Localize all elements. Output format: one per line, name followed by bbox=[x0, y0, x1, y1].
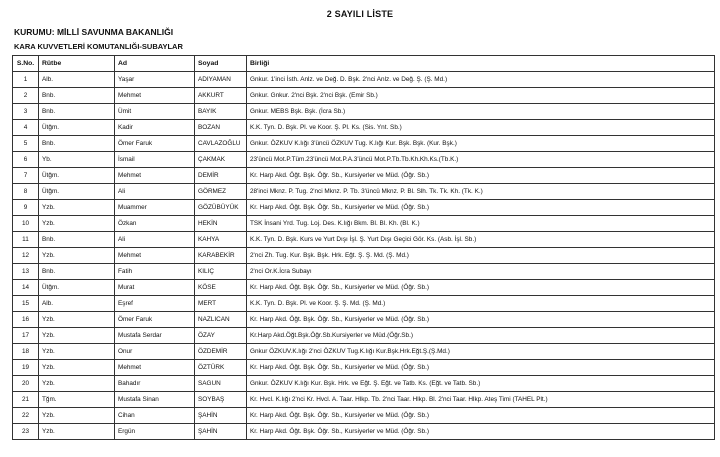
name-cell: Ergün bbox=[115, 424, 195, 440]
surname-cell: AKKURT bbox=[195, 88, 247, 104]
row-number: 3 bbox=[13, 104, 39, 120]
table-row bbox=[13, 200, 715, 216]
surname-cell: ÇAKMAK bbox=[195, 152, 247, 168]
surname-cell: SOYBAŞ bbox=[195, 392, 247, 408]
unit-cell: Kr. Harp Akd. Öğt. Bşk. Öğr. Sb., Kursiyerler ve Müd. (Öğr. Sb.) bbox=[247, 200, 715, 216]
name-cell: Bahadır bbox=[115, 376, 195, 392]
table-row bbox=[13, 232, 715, 248]
row-number: 22 bbox=[13, 408, 39, 424]
name-cell: Mehmet bbox=[115, 248, 195, 264]
row-number: 10 bbox=[13, 216, 39, 232]
unit-cell: Gnkur. ÖZKUV K.lığı 3'üncü ÖZKUV Tug. K.lığı Kur. Bşk. Bşk. (Kur. Bşk.) bbox=[247, 136, 715, 152]
rank-cell: Yzb. bbox=[39, 216, 115, 232]
row-number: 21 bbox=[13, 392, 39, 408]
column-header-surname: Soyad bbox=[195, 56, 247, 72]
table-row bbox=[13, 328, 715, 344]
surname-cell: KAHYA bbox=[195, 232, 247, 248]
rank-cell: Bnb. bbox=[39, 136, 115, 152]
table-row bbox=[13, 216, 715, 232]
table-row bbox=[13, 120, 715, 136]
name-cell: Kadir bbox=[115, 120, 195, 136]
table-row bbox=[13, 184, 715, 200]
institution-heading: KURUMU: MİLLİ SAVUNMA BAKANLIĞI bbox=[14, 27, 174, 37]
row-number: 14 bbox=[13, 280, 39, 296]
rank-cell: Bnb. bbox=[39, 232, 115, 248]
rank-cell: Yzb. bbox=[39, 424, 115, 440]
name-cell: Eşref bbox=[115, 296, 195, 312]
name-cell: İsmail bbox=[115, 152, 195, 168]
unit-cell: TSK İnsani Yrd. Tug. Loj. Des. K.lığı Bkm. Bl. Bl. Kh. (Bl. K.) bbox=[247, 216, 715, 232]
unit-cell: 2'nci Zh. Tug. Kur. Bşk. Bşk. Hrk. Eğt. Ş. Ş. Md. (Ş. Md.) bbox=[247, 248, 715, 264]
rank-cell: Bnb. bbox=[39, 88, 115, 104]
surname-cell: BOZAN bbox=[195, 120, 247, 136]
rank-cell: Yzb. bbox=[39, 328, 115, 344]
list-title: 2 SAYILI LİSTE bbox=[326, 9, 394, 19]
column-header-name: Ad bbox=[115, 56, 195, 72]
rank-cell: Yzb. bbox=[39, 376, 115, 392]
surname-cell: NAZLICAN bbox=[195, 312, 247, 328]
row-number: 4 bbox=[13, 120, 39, 136]
unit-cell: Gnkur. MEBS Bşk. Bşk. (İcra Sb.) bbox=[247, 104, 715, 120]
name-cell: Mustafa Sinan bbox=[115, 392, 195, 408]
table-row bbox=[13, 248, 715, 264]
surname-cell: ŞAHİN bbox=[195, 424, 247, 440]
rank-cell: Tğm. bbox=[39, 392, 115, 408]
row-number: 18 bbox=[13, 344, 39, 360]
row-number: 8 bbox=[13, 184, 39, 200]
unit-cell: 28'inci Mknz. P. Tug. 2'nci Mknz. P. Tb. 3'üncü Mknz. P. Bl. Slh. Tk. Tk. Kh. (Tk. K.) bbox=[247, 184, 715, 200]
name-cell: Ümit bbox=[115, 104, 195, 120]
surname-cell: KÖSE bbox=[195, 280, 247, 296]
unit-cell: Kr. Harp Akd. Öğt. Bşk. Öğr. Sb., Kursiyerler ve Müd. (Öğr. Sb.) bbox=[247, 360, 715, 376]
name-cell: Murat bbox=[115, 280, 195, 296]
surname-cell: MERT bbox=[195, 296, 247, 312]
surname-cell: ADIYAMAN bbox=[195, 72, 247, 88]
name-cell: Ali bbox=[115, 184, 195, 200]
unit-cell: Kr. Harp Akd. Öğt. Bşk. Öğr. Sb., Kursiyerler ve Müd. (Öğr. Sb.) bbox=[247, 168, 715, 184]
unit-cell: Gnkur. ÖZKUV K.lığı Kur. Bşk. Hrk. ve Eğt. Ş. Eğt. ve Tatb. Ks. (Eğt. ve Tatb. Sb.) bbox=[247, 376, 715, 392]
rank-cell: Ütğm. bbox=[39, 120, 115, 136]
table-row bbox=[13, 392, 715, 408]
surname-cell: BAYIK bbox=[195, 104, 247, 120]
unit-cell: K.K. Tyn. D. Bşk. Pl. ve Koor. Ş. Pl. Ks. (Sis. Ynt. Sb.) bbox=[247, 120, 715, 136]
row-number: 12 bbox=[13, 248, 39, 264]
table-row bbox=[13, 424, 715, 440]
row-number: 13 bbox=[13, 264, 39, 280]
unit-cell: 23'üncü Mot.P.Tüm.23'üncü Mot.P.A.3'üncü Mot.P.Tb.Tb.Kh.Kh.Ks.(Tb.K.) bbox=[247, 152, 715, 168]
surname-cell: DEMİR bbox=[195, 168, 247, 184]
surname-cell: HEKİN bbox=[195, 216, 247, 232]
rank-cell: Alb. bbox=[39, 72, 115, 88]
row-number: 2 bbox=[13, 88, 39, 104]
unit-cell: Gnkur. 1'inci İsth. Anlz. ve Değ. D. Bşk. 2'nci Anlz. ve Değ. Ş. (Ş. Md.) bbox=[247, 72, 715, 88]
column-header-sno: S.No. bbox=[13, 56, 39, 72]
rank-cell: Yzb. bbox=[39, 200, 115, 216]
rank-cell: Yzb. bbox=[39, 344, 115, 360]
name-cell: Mehmet bbox=[115, 88, 195, 104]
row-number: 20 bbox=[13, 376, 39, 392]
surname-cell: ÖZAY bbox=[195, 328, 247, 344]
table-row bbox=[13, 104, 715, 120]
unit-cell: Kr. Hvcl. K.lığı 2'nci Kr. Hvcl. A. Taar. Hlkp. Tb. 2'nci Taar. Hlkp. Bl. 2'nci Taar. Hlkp. Ateş Timi (TAHEL Plt.) bbox=[247, 392, 715, 408]
row-number: 9 bbox=[13, 200, 39, 216]
name-cell: Yaşar bbox=[115, 72, 195, 88]
name-cell: Ali bbox=[115, 232, 195, 248]
unit-cell: Gnkur ÖZKUV.K.lığı 2'nci ÖZKUV Tug.K.lığı Kur.Bşk.Hrk.Eğt.Ş.(Ş.Md.) bbox=[247, 344, 715, 360]
name-cell: Mustafa Serdar bbox=[115, 328, 195, 344]
row-number: 7 bbox=[13, 168, 39, 184]
row-number: 16 bbox=[13, 312, 39, 328]
surname-cell: GÖRMEZ bbox=[195, 184, 247, 200]
personnel-table bbox=[12, 55, 715, 440]
surname-cell: ÖZTÜRK bbox=[195, 360, 247, 376]
rank-cell: Alb. bbox=[39, 296, 115, 312]
unit-cell: Kr. Harp Akd. Öğt. Bşk. Öğr. Sb., Kursiyerler ve Müd. (Öğr. Sb.) bbox=[247, 408, 715, 424]
table-row bbox=[13, 72, 715, 88]
table-row bbox=[13, 264, 715, 280]
table-row bbox=[13, 296, 715, 312]
unit-cell: Gnkur. Gnkur. 2'nci Bşk. 2'nci Bşk. (Emir Sb.) bbox=[247, 88, 715, 104]
table-header-row bbox=[13, 56, 715, 72]
column-header-rank: Rütbe bbox=[39, 56, 115, 72]
surname-cell: ÖZDEMİR bbox=[195, 344, 247, 360]
row-number: 23 bbox=[13, 424, 39, 440]
unit-cell: K.K. Tyn. D. Bşk. Kurs ve Yurt Dışı İşl. Ş. Yurt Dışı Geçici Gör. Ks. (Asb. İşl. Sb.) bbox=[247, 232, 715, 248]
table-row bbox=[13, 88, 715, 104]
row-number: 15 bbox=[13, 296, 39, 312]
rank-cell: Bnb. bbox=[39, 264, 115, 280]
surname-cell: KARABEKİR bbox=[195, 248, 247, 264]
rank-cell: Bnb. bbox=[39, 104, 115, 120]
name-cell: Özkan bbox=[115, 216, 195, 232]
rank-cell: Ütğm. bbox=[39, 280, 115, 296]
rank-cell: Yb. bbox=[39, 152, 115, 168]
column-header-unit: Birliği bbox=[247, 56, 715, 72]
surname-cell: KILIÇ bbox=[195, 264, 247, 280]
rank-cell: Yzb. bbox=[39, 408, 115, 424]
row-number: 11 bbox=[13, 232, 39, 248]
unit-cell: Kr. Harp Akd. Öğt. Bşk. Öğr. Sb., Kursiyerler ve Müd. (Öğr. Sb.) bbox=[247, 280, 715, 296]
name-cell: Mehmet bbox=[115, 168, 195, 184]
unit-cell: K.K. Tyn. D. Bşk. Pl. ve Koor. Ş. Ş. Md. (Ş. Md.) bbox=[247, 296, 715, 312]
rank-cell: Yzb. bbox=[39, 248, 115, 264]
row-number: 19 bbox=[13, 360, 39, 376]
surname-cell: CAVLAZOĞLU bbox=[195, 136, 247, 152]
name-cell: Cihan bbox=[115, 408, 195, 424]
table-row bbox=[13, 152, 715, 168]
table-row bbox=[13, 280, 715, 296]
table-row bbox=[13, 344, 715, 360]
table-row bbox=[13, 168, 715, 184]
rank-cell: Yzb. bbox=[39, 360, 115, 376]
name-cell: Mehmet bbox=[115, 360, 195, 376]
unit-cell: 2'nci Or.K.İcra Subayı bbox=[247, 264, 715, 280]
row-number: 6 bbox=[13, 152, 39, 168]
row-number: 5 bbox=[13, 136, 39, 152]
table-row bbox=[13, 136, 715, 152]
surname-cell: GÖZÜBÜYÜK bbox=[195, 200, 247, 216]
name-cell: Fatih bbox=[115, 264, 195, 280]
unit-cell: Kr. Harp Akd. Öğt. Bşk. Öğr. Sb., Kursiyerler ve Müd. (Öğr. Sb.) bbox=[247, 312, 715, 328]
surname-cell: SAGUN bbox=[195, 376, 247, 392]
rank-cell: Yzb. bbox=[39, 312, 115, 328]
name-cell: Ömer Faruk bbox=[115, 136, 195, 152]
row-number: 17 bbox=[13, 328, 39, 344]
table-row bbox=[13, 376, 715, 392]
rank-cell: Ütğm. bbox=[39, 184, 115, 200]
row-number: 1 bbox=[13, 72, 39, 88]
name-cell: Muammer bbox=[115, 200, 195, 216]
table-row bbox=[13, 408, 715, 424]
unit-cell: Kr.Harp Akd.Öğt.Bşk.Öğr.Sb.Kursiyerler ve Müd.(Öğr.Sb.) bbox=[247, 328, 715, 344]
surname-cell: ŞAHİN bbox=[195, 408, 247, 424]
table-body bbox=[13, 72, 715, 440]
unit-cell: Kr. Harp Akd. Öğt. Bşk. Öğr. Sb., Kursiyerler ve Müd. (Öğr. Sb.) bbox=[247, 424, 715, 440]
name-cell: Ömer Faruk bbox=[115, 312, 195, 328]
table-row bbox=[13, 312, 715, 328]
name-cell: Onur bbox=[115, 344, 195, 360]
command-heading: KARA KUVVETLERİ KOMUTANLIĞI-SUBAYLAR bbox=[14, 42, 183, 51]
rank-cell: Ütğm. bbox=[39, 168, 115, 184]
table-row bbox=[13, 360, 715, 376]
